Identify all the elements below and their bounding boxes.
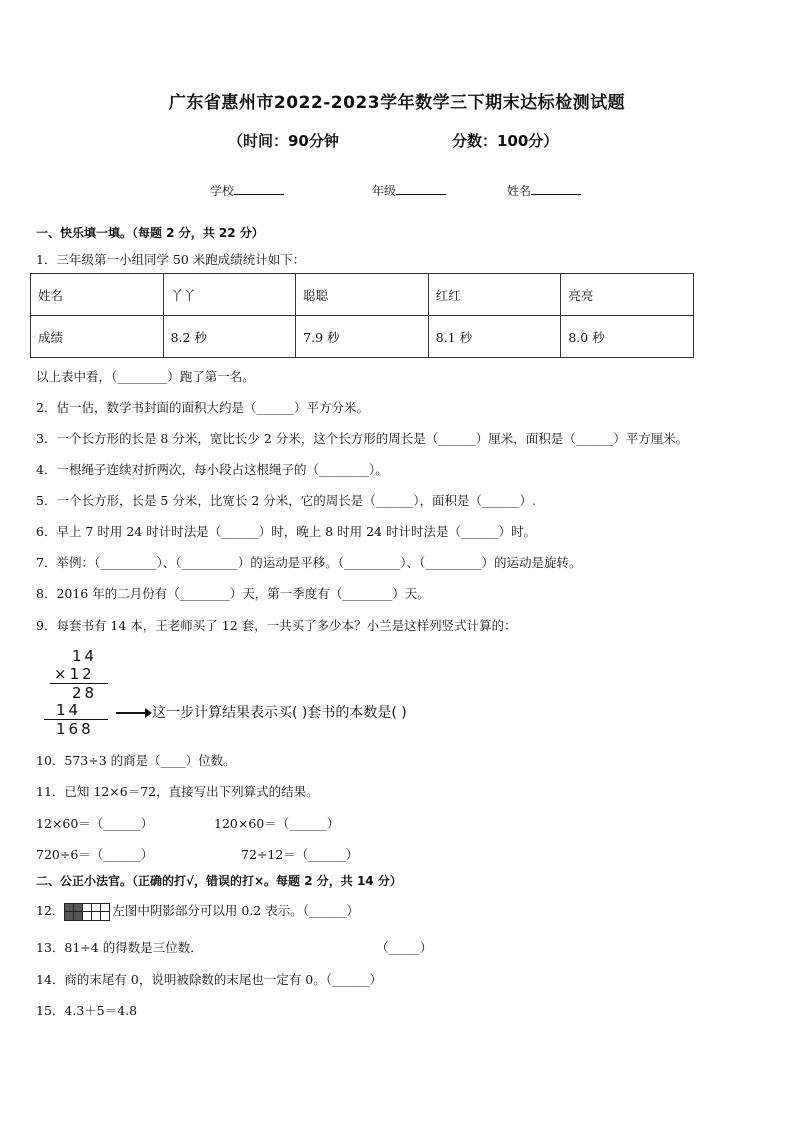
q9-stem: 9．每套书有 14 本，王老师买了 12 套，一共买了多少本？小兰是这样列竖式计算的： bbox=[36, 618, 517, 633]
scores-table bbox=[30, 273, 694, 358]
q7: 7．举例：（_________）、（_________）的运动是平移。（_________）、（_________）的运动是旋转。 bbox=[36, 555, 582, 570]
q12-text: 左图中阴影部分可以用 0.2 表示。（______） bbox=[112, 903, 359, 918]
q1-follow: 以上表中看，（________）跑了第一名。 bbox=[36, 369, 255, 384]
q6: 6．早上 7 时用 24 时计时法是（______）时，晚上 8 时用 24 时计时法是（______）时。 bbox=[36, 524, 536, 539]
table-cell: 8.2 秒 bbox=[163, 316, 296, 358]
grade-blank[interactable] bbox=[396, 182, 446, 195]
table-row bbox=[31, 316, 694, 358]
q12-number: 12． bbox=[36, 903, 65, 918]
q11-stem: 11．已知 12×6＝72，直接写出下列算式的结果。 bbox=[36, 784, 319, 799]
q2: 2．估一估，数学书封面的面积大约是（______）平方分米。 bbox=[36, 400, 369, 415]
school-field[interactable] bbox=[210, 182, 284, 199]
table-cell: 7.9 秒 bbox=[296, 316, 429, 358]
table-cell: 成绩 bbox=[31, 316, 164, 358]
table-cell: 亮亮 bbox=[561, 274, 694, 316]
name-label: 姓名 bbox=[507, 184, 532, 198]
q15: 15．4.3＋5＝4.8 bbox=[36, 1003, 138, 1018]
q12 bbox=[36, 901, 359, 921]
q5: 5．一个长方形，长是 5 分米，比宽长 2 分米，它的周长是（______），面积是（______）. bbox=[36, 493, 536, 508]
q14: 14．商的末尾有 0，说明被除数的末尾也一定有 0。（______） bbox=[36, 972, 383, 987]
q10: 10．573÷3 的商是（____）位数。 bbox=[36, 753, 236, 768]
q11-a: 12×60＝（______） bbox=[36, 816, 154, 831]
exam-time: （时间：90分钟 bbox=[228, 132, 339, 150]
calc-line: ×12 bbox=[54, 665, 95, 683]
grade-field[interactable] bbox=[372, 182, 446, 199]
q8: 8．2016 年的二月份有（________）天，第一季度有（________）天。 bbox=[36, 586, 430, 601]
calc-line: 28 bbox=[72, 684, 98, 702]
section1-heading: 一、快乐填一填。（每题 2 分，共 22 分） bbox=[36, 226, 264, 240]
q13: 13．81÷4 的得数是三位数． bbox=[36, 940, 203, 955]
grid-line bbox=[65, 911, 109, 912]
q3: 3．一个长方形的长是 8 分米，宽比长少 2 分米，这个长方形的周长是（______）厘米，面积是（______）平方厘米。 bbox=[36, 431, 689, 446]
grid-line bbox=[73, 904, 74, 920]
q4: 4．一根绳子连续对折两次，每小段占这根绳子的（________）。 bbox=[36, 462, 388, 477]
school-blank[interactable] bbox=[234, 182, 284, 195]
q11-b: 120×60＝（______） bbox=[214, 816, 340, 831]
section2-heading: 二、公正小法官。（正确的打√，错误的打×。每题 2 分，共 14 分） bbox=[36, 874, 402, 888]
grid-line bbox=[82, 904, 83, 920]
grid-line bbox=[100, 904, 101, 920]
q13-blank[interactable]: （_____） bbox=[376, 940, 433, 955]
vertical-multiplication bbox=[40, 645, 140, 739]
q1-stem: 1．三年级第一小组同学 50 米跑成绩统计如下： bbox=[36, 252, 306, 267]
name-field[interactable] bbox=[507, 182, 581, 199]
table-cell: 8.0 秒 bbox=[561, 316, 694, 358]
table-cell: 红红 bbox=[428, 274, 561, 316]
table-cell: 聪聪 bbox=[296, 274, 429, 316]
exam-score: 分数：100分） bbox=[452, 132, 559, 150]
calc-annotation bbox=[116, 702, 407, 722]
calc-line: 14 bbox=[56, 701, 82, 719]
table-row bbox=[31, 274, 694, 316]
arrow-right-icon bbox=[116, 712, 150, 714]
grade-label: 年级 bbox=[372, 184, 397, 198]
calc-line: 14 bbox=[72, 647, 98, 665]
table-cell: 姓名 bbox=[31, 274, 164, 316]
grid-line bbox=[91, 904, 92, 920]
calc-line: 168 bbox=[56, 720, 94, 738]
school-label: 学校 bbox=[210, 184, 235, 198]
exam-title: 广东省惠州市2022-2023学年数学三下期末达标检测试题 bbox=[168, 93, 626, 113]
calc-note: 这一步计算结果表示买( )套书的本数是( ) bbox=[152, 705, 407, 721]
shaded-grid-figure bbox=[64, 903, 110, 921]
name-blank[interactable] bbox=[531, 182, 581, 195]
table-cell: 8.1 秒 bbox=[428, 316, 561, 358]
q11-c: 720÷6＝（______） bbox=[36, 847, 154, 862]
table-cell: 丫丫 bbox=[163, 274, 296, 316]
q11-d: 72÷12＝（______） bbox=[241, 847, 359, 862]
